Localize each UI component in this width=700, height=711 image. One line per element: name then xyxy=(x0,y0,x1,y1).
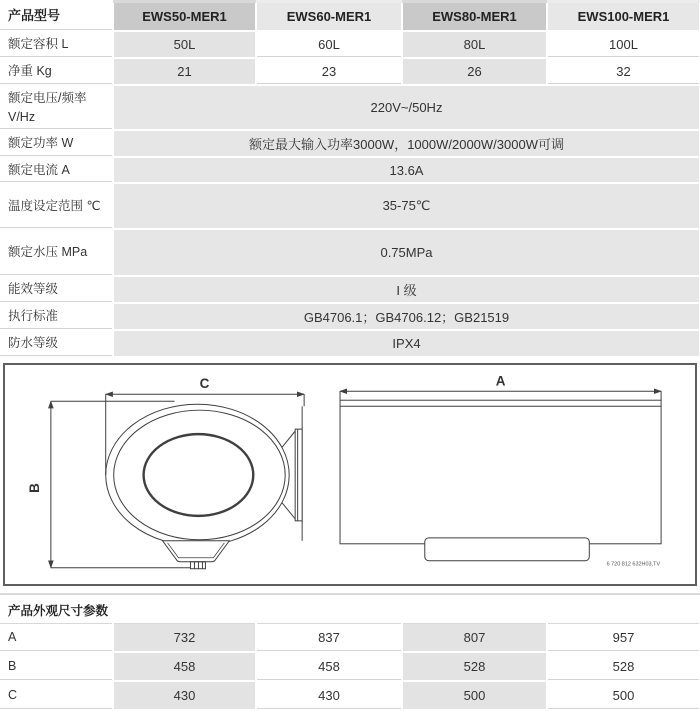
dim-c-label: C xyxy=(199,376,210,392)
dims-row-b xyxy=(0,652,700,681)
row-label: 额定电流 A xyxy=(0,157,113,183)
side-view xyxy=(51,394,304,568)
cell-span-value: 220V~/50Hz xyxy=(113,85,700,130)
cell-value: 430 xyxy=(113,681,256,710)
cell-value: 458 xyxy=(256,652,402,681)
row-label: 额定容积 L xyxy=(0,31,113,58)
row-label: B xyxy=(0,652,113,681)
tank-outer-shell xyxy=(106,404,289,546)
dim-a xyxy=(340,391,661,400)
dim-b-label: B xyxy=(26,483,42,493)
row-label: 能效等级 xyxy=(0,276,113,303)
row-label: 温度设定范围 ℃ xyxy=(0,183,113,229)
spec-header-ews100: EWS100-MER1 xyxy=(547,3,700,31)
cell-span-value: 35-75℃ xyxy=(113,183,700,229)
dimension-diagram xyxy=(3,363,697,586)
bracket-arm-top xyxy=(282,431,295,447)
spec-row-voltage xyxy=(0,85,700,130)
cell-span-value: 额定最大输入功率3000W，1000W/2000W/3000W可调 xyxy=(113,130,700,157)
row-label: 额定水压 MPa xyxy=(0,229,113,276)
spec-row-weight xyxy=(0,58,700,85)
cell-span-value: GB4706.1；GB4706.12；GB21519 xyxy=(113,303,700,330)
dimension-drawing-svg xyxy=(5,365,695,584)
spec-header-ews60: EWS60-MER1 xyxy=(256,3,402,31)
spec-row-power xyxy=(0,130,700,157)
row-label: 额定电压/频率 V/Hz xyxy=(0,85,113,130)
tank-rim xyxy=(114,410,286,540)
tank-front-rect xyxy=(340,400,661,544)
spec-row-capacity xyxy=(0,31,700,58)
cell-value: 957 xyxy=(547,624,700,653)
row-label: 防水等级 xyxy=(0,330,113,357)
front-view xyxy=(340,391,661,561)
cell-value: 458 xyxy=(113,652,256,681)
spec-header-ews80: EWS80-MER1 xyxy=(402,3,547,31)
row-label: C xyxy=(0,681,113,710)
cell-value: 528 xyxy=(547,652,700,681)
cell-span-value: IPX4 xyxy=(113,330,700,357)
cell-value: 837 xyxy=(256,624,402,653)
control-panel xyxy=(425,538,590,561)
cell-value: 32 xyxy=(547,58,700,85)
dims-row-c xyxy=(0,681,700,710)
cell-span-value: 0.75MPa xyxy=(113,229,700,276)
top-crop-strip xyxy=(0,0,700,3)
dims-row-a xyxy=(0,624,700,653)
spec-header-ews50: EWS50-MER1 xyxy=(113,3,256,31)
row-label: 额定功率 W xyxy=(0,130,113,157)
cell-value: 50L xyxy=(113,31,256,58)
spec-row-waterproof xyxy=(0,330,700,357)
pipe-stub xyxy=(190,562,205,569)
row-label: A xyxy=(0,624,113,653)
cell-value: 100L xyxy=(547,31,700,58)
row-label: 执行标准 xyxy=(0,303,113,330)
spec-row-current xyxy=(0,157,700,183)
cell-value: 528 xyxy=(402,652,547,681)
cell-value: 732 xyxy=(113,624,256,653)
cell-value: 23 xyxy=(256,58,402,85)
wall-bracket-plate xyxy=(295,429,302,521)
spec-header-model: 产品型号 xyxy=(0,3,113,31)
bottom-cover xyxy=(163,541,230,562)
cell-value: 500 xyxy=(402,681,547,710)
row-label: 净重 Kg xyxy=(0,58,113,85)
dim-a-label: A xyxy=(495,373,506,389)
spec-row-pressure xyxy=(0,229,700,276)
cell-value: 500 xyxy=(547,681,700,710)
dims-table xyxy=(0,623,700,711)
spec-row-efficiency xyxy=(0,276,700,303)
spec-header-row xyxy=(0,3,700,31)
cell-value: 21 xyxy=(113,58,256,85)
cell-span-value: I 级 xyxy=(113,276,700,303)
cell-value: 807 xyxy=(402,624,547,653)
part-number: 6 720 812 632H03,TV xyxy=(606,561,661,568)
bracket-arm-bottom xyxy=(282,503,295,519)
cell-value: 26 xyxy=(402,58,547,85)
cell-span-value: 13.6A xyxy=(113,157,700,183)
dims-section-title: 产品外观尺寸参数 xyxy=(8,604,109,618)
tank-front-cap xyxy=(144,434,254,516)
cell-value: 80L xyxy=(402,31,547,58)
cell-value: 430 xyxy=(256,681,402,710)
cell-value: 60L xyxy=(256,31,402,58)
spec-row-temp-range xyxy=(0,183,700,229)
spec-table xyxy=(0,3,700,358)
spec-row-standards xyxy=(0,303,700,330)
